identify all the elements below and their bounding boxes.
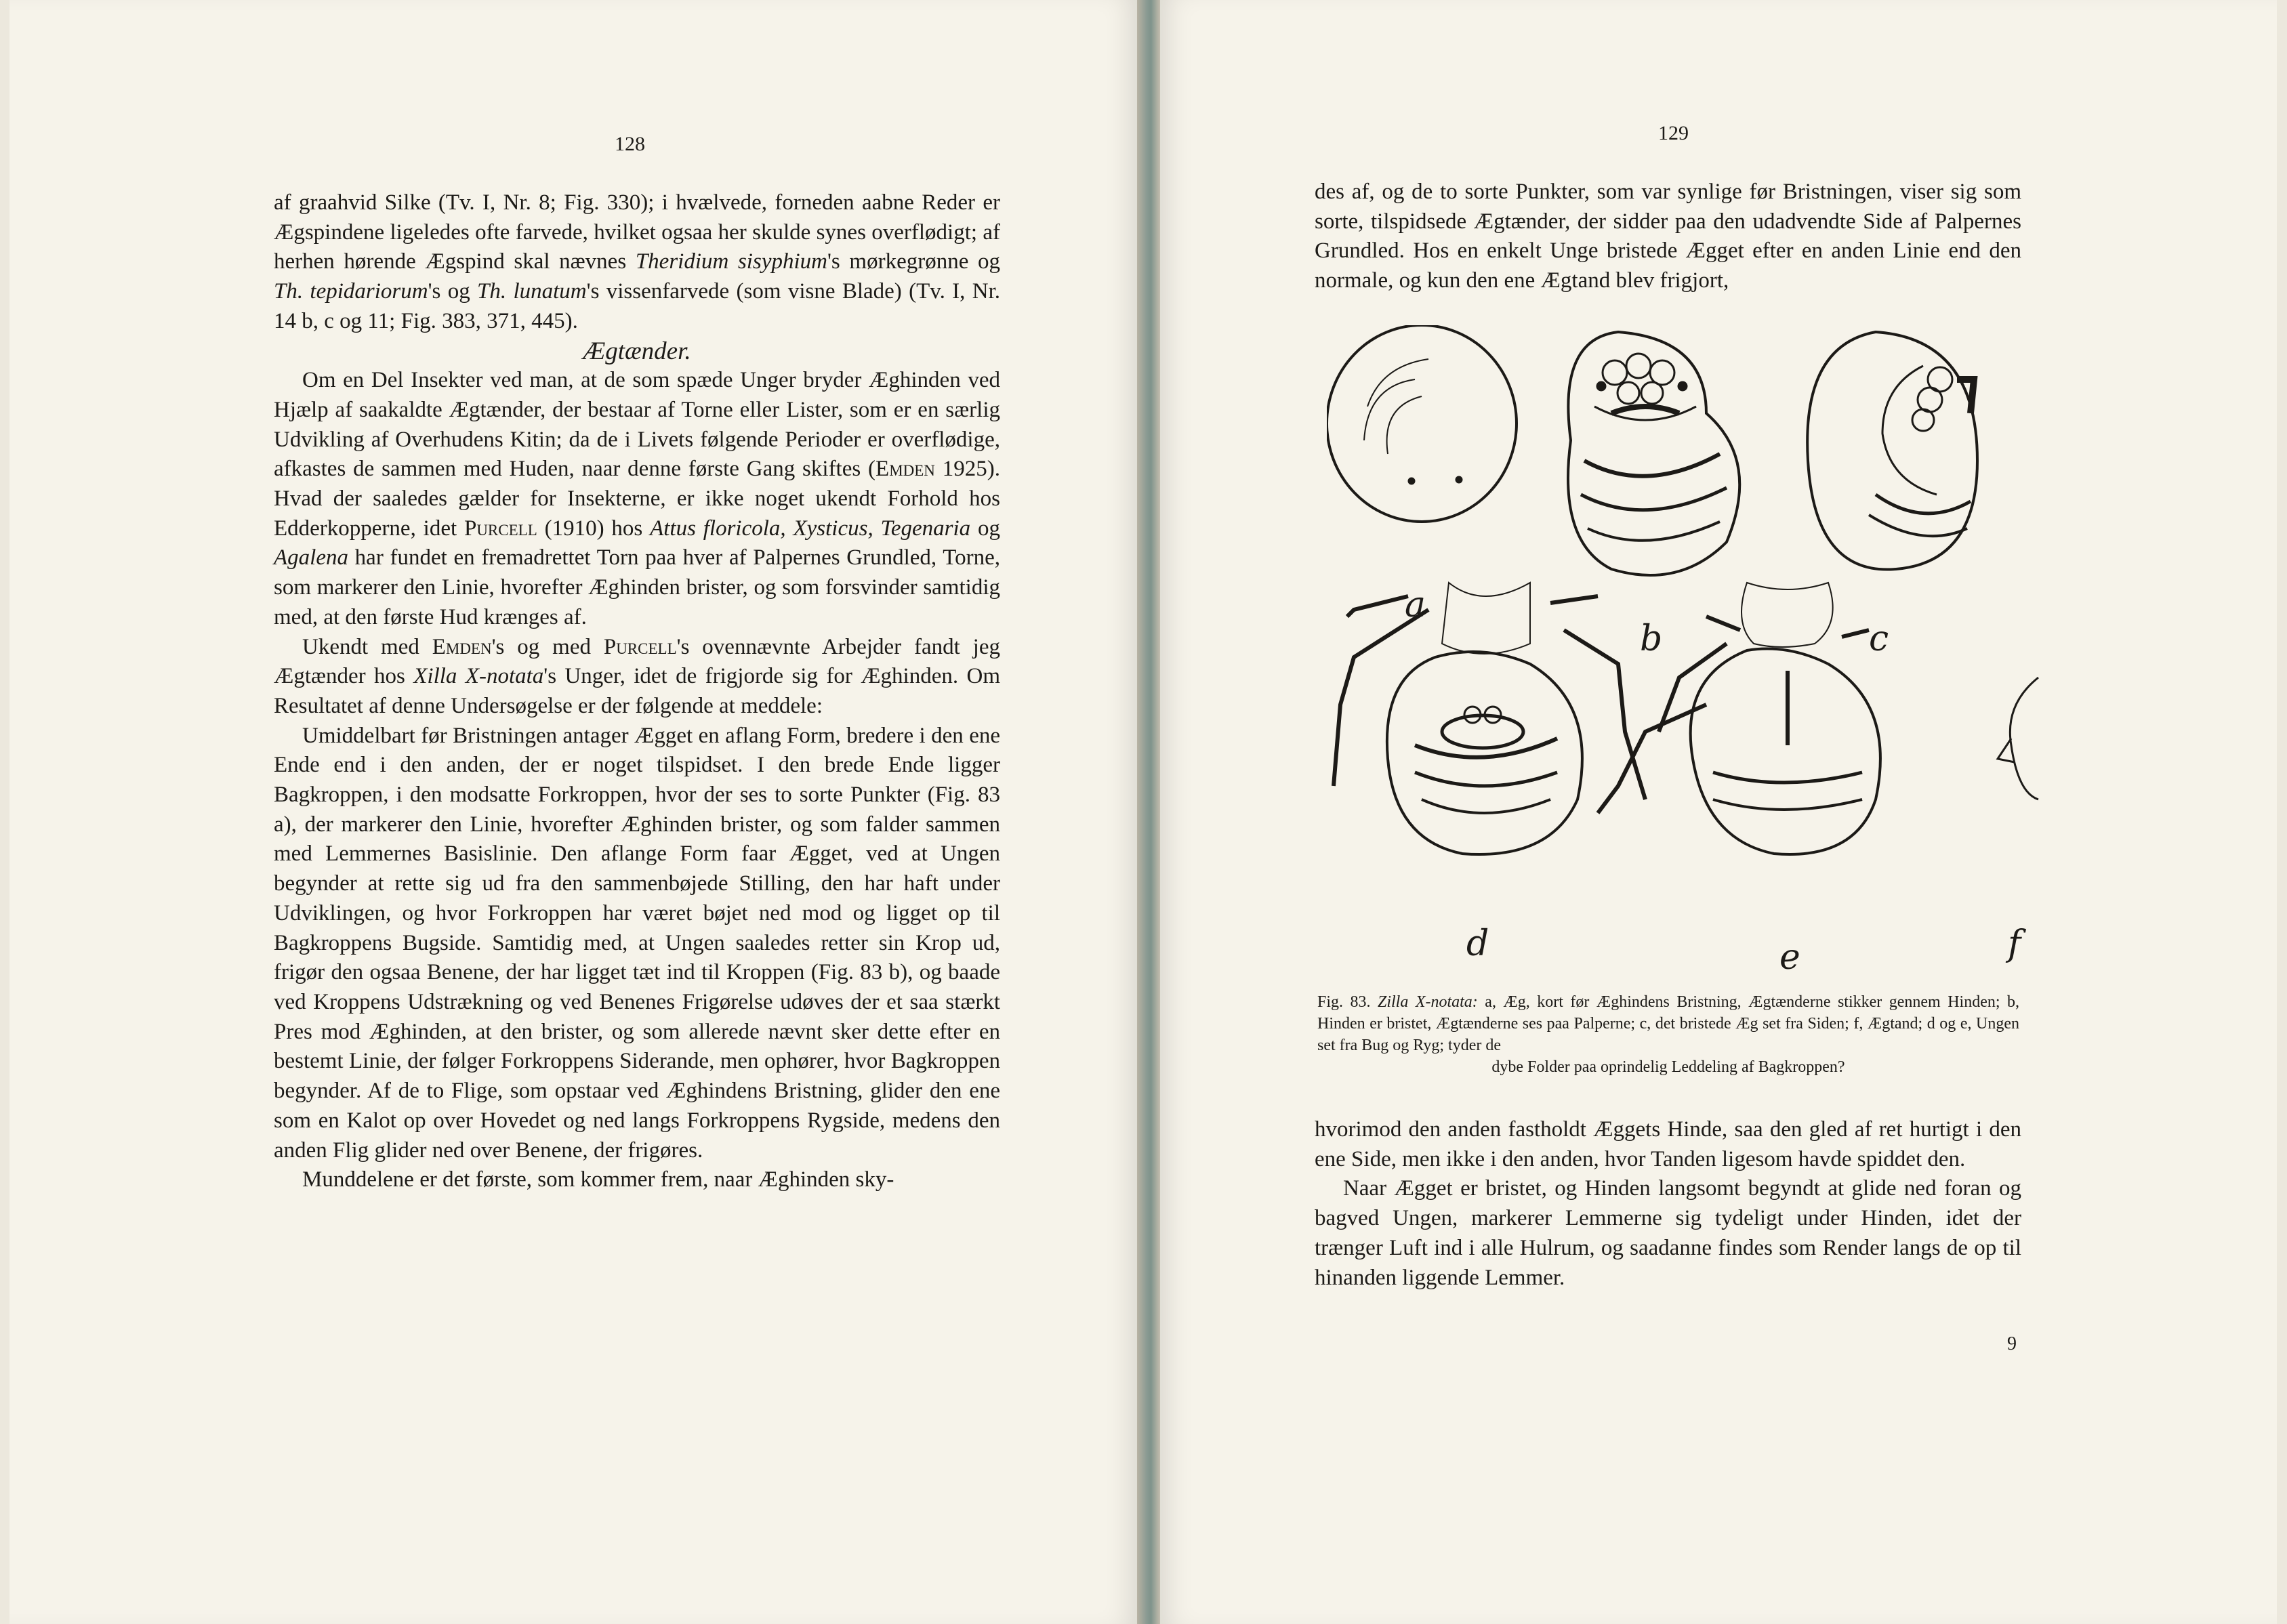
- right-text-column-bottom: [1315, 1115, 2021, 1293]
- paragraph: des af, og de to sorte Punkter, som var synlige før Bristningen, viser sig som sorte, tilspidsede Ægtænder, der sidder paa den udadvendte Side af Palpernes Grundled. Hos en enkelt Unge bristede Ægget efter en anden Linie end den normale, og kun den ene Ægtand blev frigjort,: [1315, 180, 2021, 293]
- figure-83-illustration: [1327, 325, 2045, 976]
- paragraph: Umiddelbart før Bristningen antager Ægget en aflang Form, bredere i den ene Ende end i den anden, der er noget tilspidset. I den brede Ende ligger Bagkroppen, i den modsatte Forkroppen, hvor der ses to sorte Punkter (Fig. 83 a), der markerer den Linie, hvorefter Æghinden brister, og som falder sammen med Lemmernes Basislinie. Den aflange Form faar Ægget, ved at Ungen begynder at rette sig ud fra den sammenbøjede Stilling, den har haft under Udviklingen, og hvor Forkroppen har været bøjet ned mod og ligget op til Bagkroppens Bugside. Samtidig med, at Ungen saaledes retter sin Krop ud, frigør den ogsaa Benene, der har ligget tæt ind til Kroppen (Fig. 83 b), og baade ved Kroppens Udstrækning og ved Benenes Frigørelse udøves der et saa stærkt Pres mod Æghinden, at den brister, og som allerede nævnt sker dette efter en bestemt Linie, der følger Forkroppens Siderande, men ophører, hvor Bagkroppen begynder. Af de to Flige, som opstaar ved Æghindens Bristning, glider den ene som en Kalot op over Hovedet og ned langs Forkroppens Rygside, medens den anden Flig glider ned over Benene, der frigøres.: [274, 723, 1000, 1163]
- figure-f-egg-tooth: [1998, 678, 2038, 799]
- figure-b-hatching-egg: [1568, 332, 1739, 575]
- paragraph: af graahvid Silke (Tv. I, Nr. 8; Fig. 330); i hvælvede, forneden aabne Reder er Ægspindene ligeledes ofte farvede, hvilket ogsaa her skulde synes overflødigt; af herhen hørende Ægspind skal nævnes Theridium sisyphium's mørkegrønne og Th. tepidariorum's og Th. lunatum's vissenfarvede (som visne Blade) (Tv. I, Nr. 14 b, c og 11; Fig. 383, 371, 445).: [274, 190, 1001, 333]
- paragraph: Naar Ægget er bristet, og Hinden langsomt begyndt at glide ned foran og bagved Ungen, markerer Lemmerne sig tydeligt under Hinden, idet der trænger Luft ind i alle Hulrum, og saadanne findes som Render langs de op til hinanden liggende Lemmer.: [1315, 1176, 2021, 1290]
- figure-label-b: b: [1640, 619, 1663, 659]
- paragraph: hvorimod den anden fastholdt Æggets Hinde, saa den gled af ret hurtigt i den ene Side, men ikke i den anden, hvor Tanden ligesom havde spiddet den.: [1315, 1117, 2021, 1171]
- figure-d-spiderling-ventral: [1334, 583, 1645, 854]
- figure-c-burst-egg-side: [1807, 332, 1977, 570]
- figure-label-a: a: [1405, 585, 1426, 625]
- figure-label-e: e: [1779, 937, 1800, 976]
- figure-label-d: d: [1466, 923, 1489, 964]
- section-heading: Ægtænder.: [583, 337, 691, 365]
- right-page: [1160, 0, 2277, 1624]
- left-text-column: [274, 188, 1000, 1195]
- figure-caption: Fig. 83. Zilla X-notata: a, Æg, kort før Æghindens Bristning, Ægtænderne stikker gennem Hinden; b, Hinden er bristet, Ægtænderne ses paa Palperne; c, det bristede Æg set fra Siden; f, Ægtand; d og e, Ungen set fra Bug og Ryg; tyder de dybe Folder paa oprindelig Leddeling af Bagkroppen?: [1317, 993, 2020, 1076]
- page-number-left: 128: [615, 133, 645, 155]
- signature-mark: 9: [2007, 1333, 2017, 1354]
- book-gutter: [1137, 0, 1160, 1624]
- figure-a-egg: [1327, 325, 1517, 522]
- page-number-right: 129: [1658, 122, 1689, 144]
- paragraph: Munddelene er det første, som kommer frem, naar Æghinden sky-: [302, 1167, 894, 1192]
- right-text-column-top: [1315, 178, 2021, 296]
- figure-label-f: f: [2008, 923, 2021, 964]
- paragraph: Ukendt med Emden's og med Purcell's ovennævnte Arbejder fandt jeg Ægtænder hos Xilla X-notata's Unger, idet de frigjorde sig for Æghinden. Om Resultatet af denne Undersøgelse er der følgende at meddele:: [274, 634, 1000, 718]
- paragraph: Om en Del Insekter ved man, at de som spæde Unger bryder Æghinden ved Hjælp af saakaldte Ægtænder, der bestaar af Torne eller Lister, som er en særlig Udvikling af Overhudens Kitin; da de i Livets følgende Perioder er overflødige, afkastes de sammen med Huden, naar denne første Gang skiftes (Emden 1925). Hvad der saaledes gælder for Insekterne, er ikke noget ukendt Forhold hos Edderkopperne, idet Purcell (1910) hos Attus floricola, Xysticus, Tegenaria og Agalena har fundet en fremadrettet Torn paa hver af Palpernes Grundled, Torne, som markerer den Linie, hvorefter Æghinden brister, og som forsvinder samtidig med, at den første Hud krænges af.: [274, 368, 1000, 629]
- left-page: [9, 0, 1137, 1624]
- figure-label-c: c: [1869, 619, 1889, 659]
